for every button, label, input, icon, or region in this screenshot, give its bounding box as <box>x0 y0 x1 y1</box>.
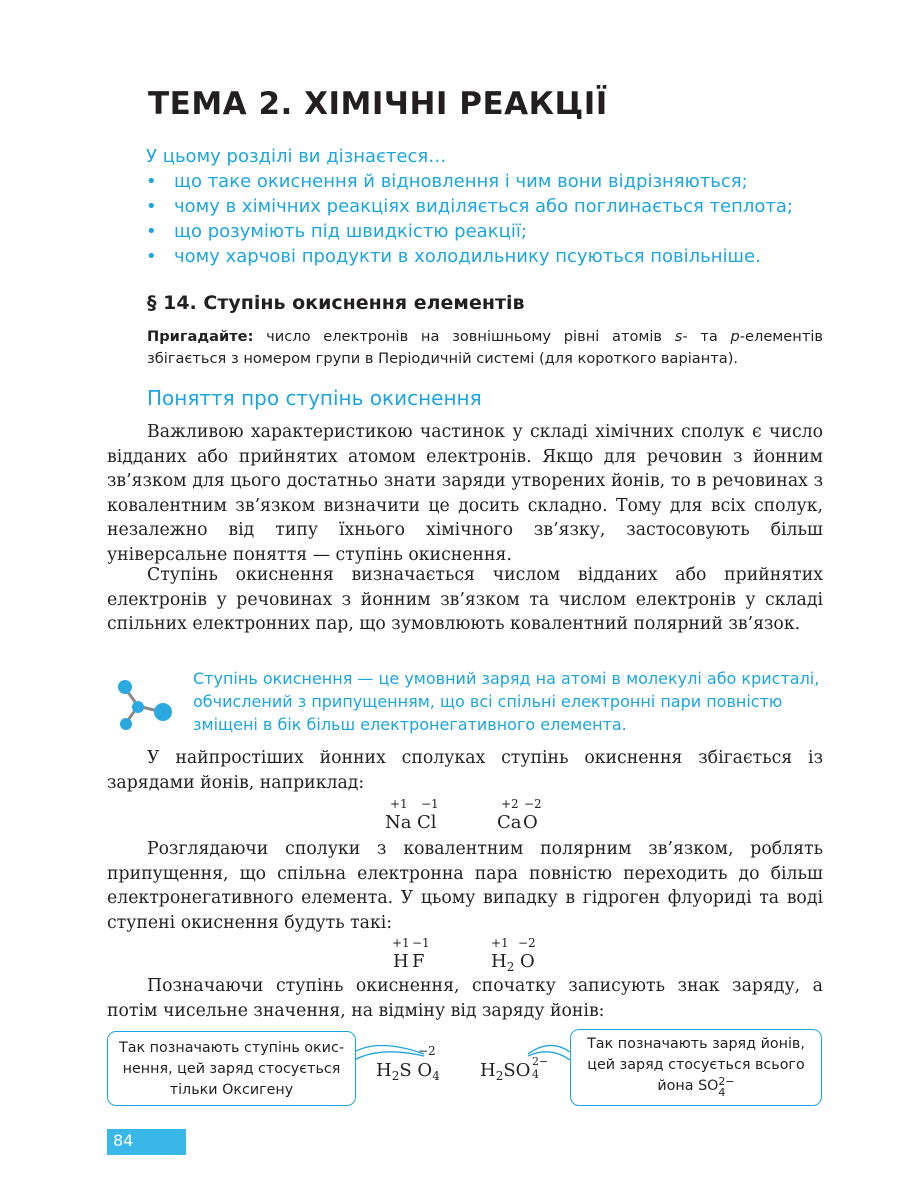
page-number-tab <box>107 1129 186 1155</box>
oxidation-state: −2 <box>418 1044 436 1058</box>
theme-title: ТЕМА 2. ХІМІЧНІ РЕАКЦІЇ <box>148 86 608 122</box>
callout-right: Так позначають заряд йонів, цей заряд стосується всього йона SO 2− 4 <box>570 1029 822 1106</box>
formula-h2so4-oxidation: −2 $H_2S$ $O_4$ <box>376 1044 440 1083</box>
subheading: Поняття про ступінь окиснення <box>147 386 482 410</box>
oxidation-state: −1 <box>412 936 430 950</box>
remember-note: Пригадайте: число електронів на зовнішньому рівні атомів s- та p-елементів збігається з номером групи в Періодичній системі (для короткого варіанта). <box>147 328 823 367</box>
remember-label: Пригадайте: <box>147 328 254 345</box>
oxidation-state: −1 <box>421 797 439 811</box>
bullet-icon: • <box>146 171 157 192</box>
intro-item: • що таке окиснення й відновлення і чим вони відрізняються; <box>146 171 748 192</box>
bullet-icon: • <box>146 221 157 242</box>
paragraph-3: У найпростіших йонних сполуках ступінь окиснення збігається із зарядами йонів, наприклад: <box>107 748 823 793</box>
paragraph-2: Ступінь окиснення визначається числом відданих або прийнятих електронів у речовинах з йонним зв’язком та числом електронів у складі спільних електронних пар, що зумовлюють ковалентний полярний зв’язок. <box>107 565 823 634</box>
bullet-icon: • <box>146 196 157 217</box>
molecule-icon <box>110 676 180 732</box>
formula-hf: +1 −1 H F <box>392 936 430 972</box>
oxidation-state: +1 <box>390 797 408 811</box>
intro-list <box>146 169 846 269</box>
oxidation-state: +1 <box>491 936 509 950</box>
intro-block <box>146 144 846 269</box>
bullet-icon: • <box>146 246 157 267</box>
intro-item: • чому харчові продукти в холодильнику псуються повільніше. <box>146 246 761 267</box>
oxidation-state: +1 <box>392 936 410 950</box>
paragraph-4: Розглядаючи сполуки з ковалентним полярним зв’язком, роблять припущення, що спільна електронна пара повністю переходить до більш електронегативного елемента. У цьому випадку в гідроген флуориді та воді ступені окиснення будуть такі: <box>107 839 823 933</box>
paragraph-1: Важливою характеристикою частинок у складі хімічних сполук є число відданих або прийнятих атомом електронів. Якщо для речовин з йонним зв’язком для цього достатньо знати заряди утворених йонів, то в речовинах з ковалентним зв’язком визначити це досить складно. Тому для всіх сполук, незалежно від типу їхнього хімічного зв’язку, застосовують більш універсальне поняття — ступінь окиснення. <box>107 422 823 565</box>
formula-h2o: +1 −2 $H_2$ O <box>491 936 536 974</box>
intro-lead: У цьому розділі ви дізнаєтеся… <box>146 146 447 167</box>
page-number: 84 <box>113 1131 134 1150</box>
formula-h2so4-ion: $H_2SO$ 2− 4 <box>480 1055 549 1083</box>
intro-item: • що розуміють під швидкістю реакції; <box>146 221 527 242</box>
paragraph-5: Позначаючи ступінь окиснення, спочатку записують знак заряду, а потім чисельне значення, на відміну від заряду йонів: <box>107 976 823 1021</box>
definition: Ступінь окиснення — це умовний заряд на атомі в молекулі або кристалі, обчислений з припущенням, що всі спільні електронні пари повністю зміщені в бік більш електронегативного елемента. <box>193 669 820 734</box>
oxidation-state: −2 <box>524 797 542 811</box>
section-title: § 14. Ступінь окиснення елементів <box>147 292 525 314</box>
oxidation-state: +2 <box>501 797 519 811</box>
formula-cao: +2 −2 Ca O <box>497 797 542 833</box>
intro-item: • чому в хімічних реакціях виділяється або поглинається теплота; <box>146 196 793 217</box>
formula-nacl: +1 −1 Na Cl <box>385 797 439 833</box>
oxidation-state: −2 <box>518 936 536 950</box>
callout-left: Так позначають ступінь окис-нення, цей заряд стосується тільки Оксигену <box>107 1031 356 1106</box>
